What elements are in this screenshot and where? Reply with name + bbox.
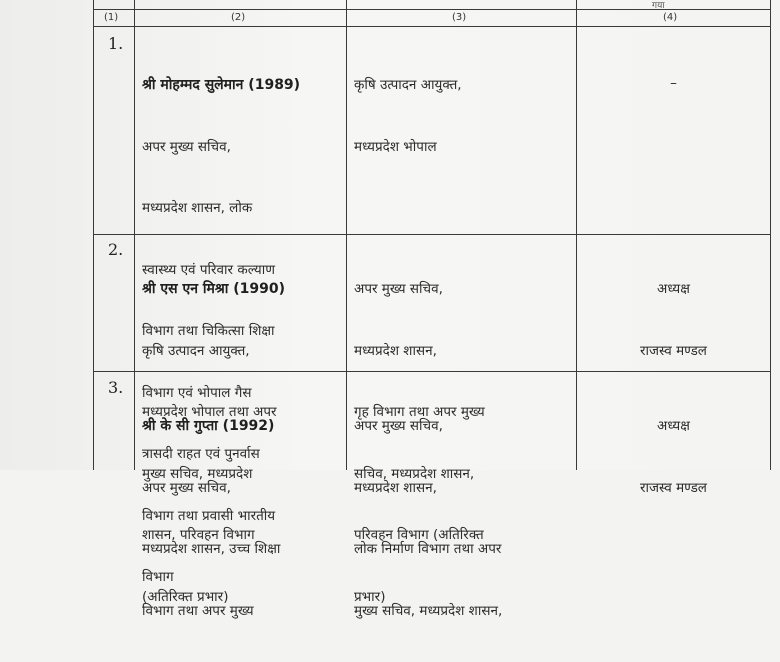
row-3-to-cell [354,375,502,662]
row-3-to-line: मध्यप्रदेश शासन, [354,479,437,496]
row-2-from-line: शासन, परिवहन विभाग [142,527,255,543]
row-2-to-line: मध्यप्रदेश शासन, [354,342,437,359]
row-1-to-line: कृषि उत्पादन आयुक्त, [354,77,462,93]
row-2-from-line: (अतिरिक्त प्रभार) [142,588,229,605]
row-2-from-line: मुख्य सचिव, मध्यप्रदेश [142,465,253,482]
header-number-row-bottom [93,26,771,27]
col-border-right [770,0,771,470]
row-2-to-line: गृह विभाग तथा अपर मुख्य [354,404,485,420]
col-number-2: (2) [231,12,246,23]
row-1-from-line: विभाग तथा प्रवासी भारतीय [142,507,276,524]
row-1-to-line: मध्यप्रदेश भोपाल [354,138,437,155]
row-3-officer-name: श्री के सी गुप्ता (1992) [142,418,275,434]
row-1-from-line: विभाग एवं भोपाल गैस [142,384,252,401]
row-3-remark-line: अध्यक्ष [657,418,690,434]
row-3-remark-cell [577,375,770,539]
row-2-remark-line: अध्यक्ष [657,281,690,297]
row-3-serial: 3. [108,378,124,397]
row-1-from-line: स्वास्थ्य एवं परिवार कल्याण [142,261,275,278]
row-1-from-line: विभाग तथा चिकित्सा शिक्षा [142,323,275,339]
top-border [93,9,771,10]
row-1-to-cell [354,34,462,198]
row-3-remark-line: राजस्व मण्डल [640,479,707,496]
row-2-from-line: कृषि उत्पादन आयुक्त, [142,342,250,359]
row-2-to-line: परिवहन विभाग (अतिरिक्त [354,527,484,543]
row-3-to-line: अपर मुख्य सचिव, [354,418,443,434]
row-1-from-line: विभाग [142,569,174,585]
row-3-to-line: मुख्य सचिव, मध्यप्रदेश शासन, [354,602,503,619]
row-3-from-line: विभाग तथा अपर मुख्य [142,602,254,619]
row-1-serial: 1. [108,34,124,53]
row-3-from-line: मध्यप्रदेश शासन, उच्च शिक्षा [142,541,281,557]
row-3-from-line: अपर मुख्य सचिव, [142,479,231,496]
col-number-3: (3) [452,12,467,23]
row-2-to-line: सचिव, मध्यप्रदेश शासन, [354,465,475,482]
row-2-from-line: मध्यप्रदेश भोपाल तथा अपर [142,404,277,420]
header-fragment: गया [652,1,665,11]
col-number-1: (1) [104,12,119,23]
row-2-to-line: प्रभार) [354,588,386,605]
row-1-from-line: अपर मुख्य सचिव, [142,138,231,155]
col-border-left [93,0,94,470]
row-2-serial: 2. [108,240,124,259]
row-2-remark-line: राजस्व मण्डल [640,342,707,359]
row-1-remark-line: – [670,75,677,91]
row-1-from-line: त्रासदी राहत एवं पुनर्वास [142,446,260,462]
row-3-to-line: लोक निर्माण विभाग तथा अपर [354,541,502,557]
row-1-from-line: मध्यप्रदेश शासन, लोक [142,200,253,216]
row-2-officer-name: श्री एस एन मिश्रा (1990) [142,281,286,297]
row-1-remark-cell [577,32,770,135]
col-border-2-3 [346,0,347,470]
col-border-1-2 [134,0,135,470]
row-1-officer-name: श्री मोहम्मद सुलेमान (1989) [142,77,301,93]
row-2-to-line: अपर मुख्य सचिव, [354,281,443,297]
col-number-4: (4) [663,12,678,23]
row-3-from-cell [142,375,280,662]
